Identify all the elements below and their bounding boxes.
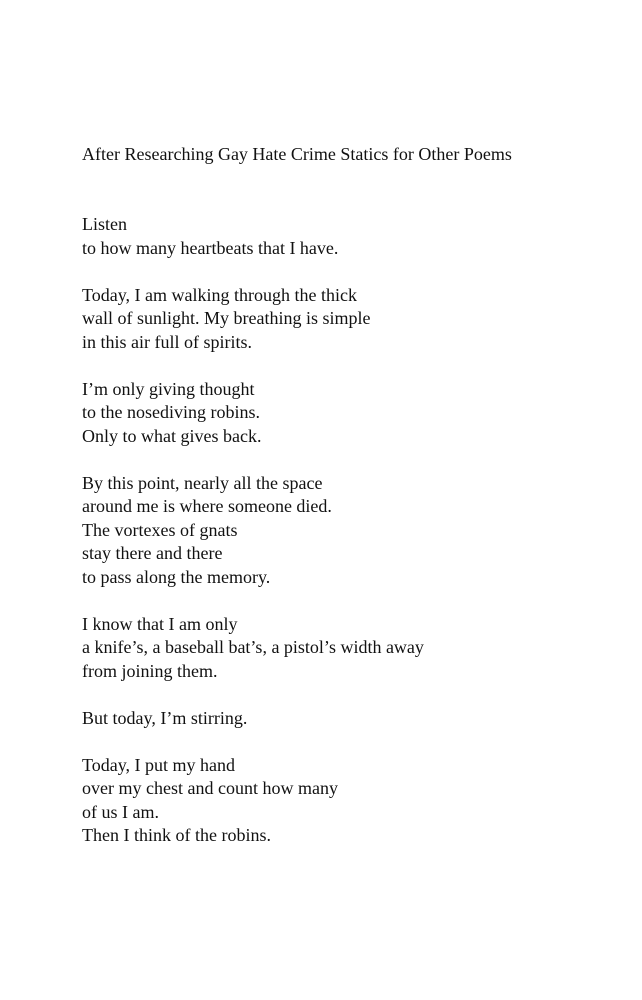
- poem-line: to the nosediving robins.: [82, 402, 260, 422]
- poem-line: from joining them.: [82, 660, 218, 681]
- poem-line: The vortexes of gnats: [82, 519, 238, 540]
- poem-line: Then I think of the robins.: [82, 825, 271, 845]
- poem-line: Listen: [82, 214, 127, 234]
- stanza-6: [82, 707, 622, 731]
- poem-line: wall of sunlight. My breathing is simple: [82, 308, 371, 328]
- poem-line: Today, I am walking through the thick: [82, 284, 358, 305]
- poem-body: [82, 213, 622, 871]
- poem-line: But today, I’m stirring.: [82, 707, 248, 728]
- stanza-1: [82, 213, 622, 260]
- stanza-7: [82, 754, 622, 848]
- stanza-3: [82, 378, 622, 449]
- poem-line: stay there and there: [82, 543, 223, 563]
- poem-line: I’m only giving thought: [82, 378, 255, 399]
- stanza-2: [82, 284, 622, 355]
- poem-line: Today, I put my hand: [82, 754, 236, 775]
- poem-line: around me is where someone died.: [82, 496, 332, 516]
- poem-line: Only to what gives back.: [82, 425, 262, 446]
- poem-line: I know that I am only: [82, 613, 238, 634]
- stanza-4: [82, 472, 622, 590]
- poem-line: in this air full of spirits.: [82, 331, 252, 352]
- poem-line: over my chest and count how many: [82, 778, 338, 798]
- stanza-5: [82, 613, 622, 684]
- poem-line: a knife’s, a baseball bat’s, a pistol’s width away: [82, 637, 424, 657]
- poem-line: By this point, nearly all the space: [82, 472, 323, 493]
- poem-line: to pass along the memory.: [82, 566, 271, 587]
- poem-line: to how many heartbeats that I have.: [82, 237, 339, 258]
- poem-title: After Researching Gay Hate Crime Statics for Other Poems: [82, 144, 512, 164]
- poem-line: of us I am.: [82, 801, 159, 822]
